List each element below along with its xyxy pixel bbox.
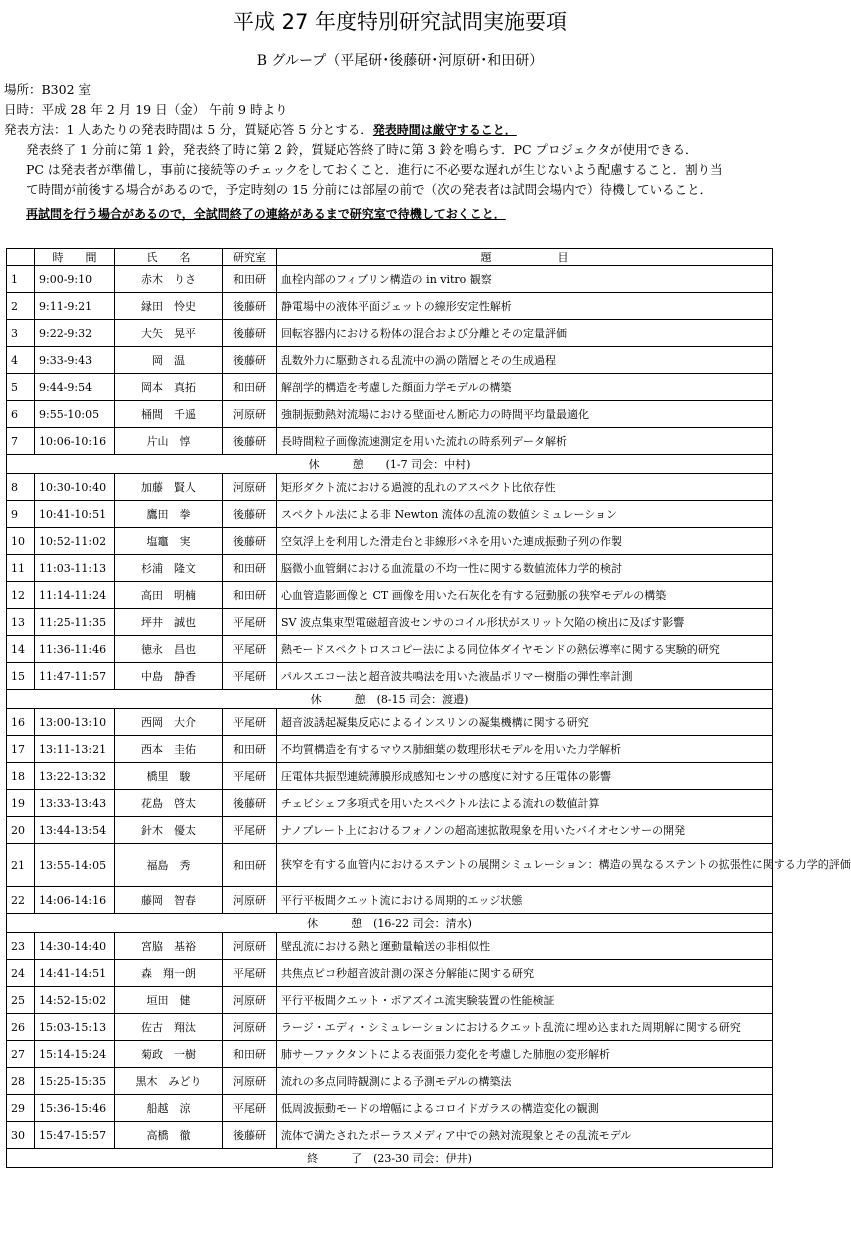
header-name: 氏 名 xyxy=(115,249,223,266)
topic-cell: 心血管造影画像と CT 画像を用いた石灰化を有する冠動脈の狭窄モデルの構築 xyxy=(277,582,773,609)
presentation-number: 14 xyxy=(7,636,35,663)
schedule-body xyxy=(7,266,851,1168)
presenter-name: 桶間 千遥 xyxy=(115,401,223,428)
presentation-number: 23 xyxy=(7,933,35,960)
header-time: 時 間 xyxy=(35,249,115,266)
topic-cell: 静電場中の液体平面ジェットの線形安定性解析 xyxy=(277,293,773,320)
lab-cell: 平尾研 xyxy=(223,663,277,690)
presentation-number: 26 xyxy=(7,1014,35,1041)
presenter-name: 坪井 誠也 xyxy=(115,609,223,636)
presenter-name: 岡 温 xyxy=(115,347,223,374)
lab-cell: 後藤研 xyxy=(223,1122,277,1149)
presenter-name: 福島 秀 xyxy=(115,844,223,887)
presentation-number: 9 xyxy=(7,501,35,528)
time-cell: 9:44-9:54 xyxy=(35,374,115,401)
topic-cell: チェビシェフ多項式を用いたスペクトル法による流れの数値計算 xyxy=(277,790,773,817)
topic-cell: 超音波誘起凝集反応によるインスリンの凝集機構に関する研究 xyxy=(277,709,773,736)
group-subtitle: B グループ（平尾研･後藤研･河原研･和田研） xyxy=(256,53,544,69)
topic-cell: 強制振動熱対流場における壁面せん断応力の時間平均量最適化 xyxy=(277,401,773,428)
table-row xyxy=(7,320,773,347)
notice-line: 再試問を行う場合があるので，全試問終了の連絡があるまで研究室で待機しておくこと． xyxy=(26,207,506,221)
presentation-number: 13 xyxy=(7,609,35,636)
presenter-name: 橋里 駿 xyxy=(115,763,223,790)
presentation-number: 24 xyxy=(7,960,35,987)
time-cell: 14:30-14:40 xyxy=(35,933,115,960)
topic-cell: スペクトル法による非 Newton 流体の乱流の数値シミュレーション xyxy=(277,501,773,528)
lab-cell: 和田研 xyxy=(223,1041,277,1068)
break-row xyxy=(7,1149,773,1168)
time-cell: 13:00-13:10 xyxy=(35,709,115,736)
time-cell: 11:25-11:35 xyxy=(35,609,115,636)
lab-cell: 河原研 xyxy=(223,1068,277,1095)
presentation-number: 8 xyxy=(7,474,35,501)
presentation-number: 16 xyxy=(7,709,35,736)
table-row xyxy=(7,1014,773,1041)
table-row xyxy=(7,528,773,555)
topic-cell: ナノプレート上におけるフォノンの超高速拡散現象を用いたバイオセンサーの開発 xyxy=(277,817,773,844)
time-cell: 11:14-11:24 xyxy=(35,582,115,609)
topic-cell: 脳微小血管網における血流量の不均一性に関する数値流体力学的検討 xyxy=(277,555,773,582)
time-cell: 9:22-9:32 xyxy=(35,320,115,347)
time-cell: 9:33-9:43 xyxy=(35,347,115,374)
lab-cell: 平尾研 xyxy=(223,817,277,844)
lab-cell: 後藤研 xyxy=(223,501,277,528)
method-text: 発表方法：1 人あたりの発表時間は 5 分，質疑応答 5 分とする． xyxy=(4,122,373,137)
time-cell: 14:52-15:02 xyxy=(35,987,115,1014)
table-row xyxy=(7,790,773,817)
lab-cell: 河原研 xyxy=(223,1014,277,1041)
topic-cell: 流れの多点同時観測による予測モデルの構築法 xyxy=(277,1068,773,1095)
presenter-name: 中島 静香 xyxy=(115,663,223,690)
presenter-name: 西岡 大介 xyxy=(115,709,223,736)
topic-cell: 平行平板間クエット流における周期的エッジ状態 xyxy=(277,887,773,914)
topic-cell: 不均質構造を有するマウス肺細葉の数理形状モデルを用いた力学解析 xyxy=(277,736,773,763)
presenter-name: 船越 涼 xyxy=(115,1095,223,1122)
lab-cell: 後藤研 xyxy=(223,347,277,374)
table-row xyxy=(7,844,773,887)
time-cell: 11:47-11:57 xyxy=(35,663,115,690)
lab-cell: 河原研 xyxy=(223,474,277,501)
presentation-number: 27 xyxy=(7,1041,35,1068)
time-cell: 15:03-15:13 xyxy=(35,1014,115,1041)
presentation-number: 20 xyxy=(7,817,35,844)
table-row xyxy=(7,474,773,501)
presenter-name: 大矢 晃平 xyxy=(115,320,223,347)
presenter-name: 佐古 翔汰 xyxy=(115,1014,223,1041)
time-cell: 10:06-10:16 xyxy=(35,428,115,455)
lab-cell: 和田研 xyxy=(223,582,277,609)
time-cell: 10:30-10:40 xyxy=(35,474,115,501)
schedule-table xyxy=(6,248,851,1168)
table-row xyxy=(7,1122,773,1149)
lab-cell: 和田研 xyxy=(223,374,277,401)
presentation-number: 18 xyxy=(7,763,35,790)
presentation-number: 15 xyxy=(7,663,35,690)
header-lab: 研究室 xyxy=(223,249,277,266)
lab-cell: 平尾研 xyxy=(223,636,277,663)
presenter-name: 高橋 徹 xyxy=(115,1122,223,1149)
lab-cell: 河原研 xyxy=(223,401,277,428)
presentation-number: 29 xyxy=(7,1095,35,1122)
table-row xyxy=(7,933,773,960)
presentation-number: 11 xyxy=(7,555,35,582)
break-label: 休 憩 (1-7 司会：中村) xyxy=(7,455,773,474)
table-row xyxy=(7,663,773,690)
time-cell: 9:11-9:21 xyxy=(35,293,115,320)
page-title: 平成 27 年度特別研究試問実施要項 xyxy=(232,10,568,34)
break-label: 休 憩 (16-22 司会：清水) xyxy=(7,914,773,933)
table-row xyxy=(7,987,773,1014)
table-row xyxy=(7,374,773,401)
break-row xyxy=(7,455,773,474)
time-cell: 13:44-13:54 xyxy=(35,817,115,844)
presentation-number: 3 xyxy=(7,320,35,347)
topic-cell: 矩形ダクト流における過渡的乱れのアスペクト比依存性 xyxy=(277,474,773,501)
lab-cell: 後藤研 xyxy=(223,528,277,555)
topic-cell: 熱モードスペクトロスコピー法による同位体ダイヤモンドの熱伝導率に関する実験的研究 xyxy=(277,636,773,663)
lab-cell: 和田研 xyxy=(223,555,277,582)
topic-cell: 平行平板間クエット・ポアズイユ流実験装置の性能検証 xyxy=(277,987,773,1014)
time-cell: 15:14-15:24 xyxy=(35,1041,115,1068)
presenter-name: 高田 明楠 xyxy=(115,582,223,609)
table-row xyxy=(7,401,773,428)
topic-cell: パルスエコー法と超音波共鳴法を用いた液晶ポリマー樹脂の弾性率計測 xyxy=(277,663,773,690)
presenter-name: 花島 啓太 xyxy=(115,790,223,817)
datetime-line: 日時：平成 28 年 2 月 19 日（金） 午前 9 時より xyxy=(4,102,288,117)
time-cell: 9:00-9:10 xyxy=(35,266,115,293)
table-row xyxy=(7,609,773,636)
time-cell: 15:25-15:35 xyxy=(35,1068,115,1095)
time-cell: 13:33-13:43 xyxy=(35,790,115,817)
table-row xyxy=(7,960,773,987)
topic-cell: 乱数外力に駆動される乱流中の渦の階層とその生成過程 xyxy=(277,347,773,374)
topic-cell: 肺サーファクタントによる表面張力変化を考慮した肺胞の変形解析 xyxy=(277,1041,773,1068)
header-topic: 題 目 xyxy=(277,249,773,266)
presenter-name: 針木 優太 xyxy=(115,817,223,844)
lab-cell: 和田研 xyxy=(223,266,277,293)
lab-cell: 和田研 xyxy=(223,844,277,887)
presenter-name: 藤岡 智春 xyxy=(115,887,223,914)
topic-cell: 低周波振動モードの増幅によるコロイドガラスの構造変化の観測 xyxy=(277,1095,773,1122)
place-line: 場所：B302 室 xyxy=(4,82,92,97)
lab-cell: 後藤研 xyxy=(223,293,277,320)
break-label: 終 了 (23-30 司会：伊井) xyxy=(7,1149,773,1168)
topic-cell: 回転容器内における粉体の混合および分離とその定量評価 xyxy=(277,320,773,347)
table-row xyxy=(7,763,773,790)
topic-cell: 壁乱流における熱と運動量輸送の非相似性 xyxy=(277,933,773,960)
time-cell: 15:36-15:46 xyxy=(35,1095,115,1122)
lab-cell: 平尾研 xyxy=(223,1095,277,1122)
presenter-name: 徳永 昌也 xyxy=(115,636,223,663)
method-line-3: PC は発表者が準備し，事前に接続等のチェックをしておくこと．進行に不必要な遅れが生じないよう配慮すること．割り当 xyxy=(26,162,723,177)
table-row xyxy=(7,1068,773,1095)
presentation-number: 22 xyxy=(7,887,35,914)
presenter-name: 加藤 賢人 xyxy=(115,474,223,501)
table-row xyxy=(7,501,773,528)
time-cell: 13:11-13:21 xyxy=(35,736,115,763)
break-label: 休 憩 (8-15 司会：渡邉) xyxy=(7,690,773,709)
presentation-number: 4 xyxy=(7,347,35,374)
presentation-number: 1 xyxy=(7,266,35,293)
lab-cell: 和田研 xyxy=(223,736,277,763)
presentation-number: 10 xyxy=(7,528,35,555)
presentation-number: 7 xyxy=(7,428,35,455)
lab-cell: 平尾研 xyxy=(223,763,277,790)
time-cell: 13:22-13:32 xyxy=(35,763,115,790)
topic-cell: 狭窄を有する血管内におけるステントの展開シミュレーション：構造の異なるステントの拡張性に関する力学的評価 xyxy=(277,844,773,887)
topic-cell: ラージ・エディ・シミュレーションにおけるクエット乱流に埋め込まれた周期解に関する研究 xyxy=(277,1014,773,1041)
lab-cell: 平尾研 xyxy=(223,609,277,636)
presenter-name: 鷹田 拳 xyxy=(115,501,223,528)
time-cell: 14:06-14:16 xyxy=(35,887,115,914)
topic-cell: 解剖学的構造を考慮した顔面力学モデルの構築 xyxy=(277,374,773,401)
time-cell: 15:47-15:57 xyxy=(35,1122,115,1149)
header-no xyxy=(7,249,35,266)
presentation-number: 30 xyxy=(7,1122,35,1149)
lab-cell: 後藤研 xyxy=(223,790,277,817)
method-line-4: て時間が前後する場合があるので，予定時刻の 15 分前には部屋の前で（次の発表者は試問会場内で）待機していること． xyxy=(26,182,713,197)
table-row xyxy=(7,1095,773,1122)
method-emphasis: 発表時間は厳守すること． xyxy=(372,123,517,137)
lab-cell: 河原研 xyxy=(223,887,277,914)
table-row xyxy=(7,293,773,320)
topic-cell: 血栓内部のフィブリン構造の in vitro 観察 xyxy=(277,266,773,293)
presentation-number: 17 xyxy=(7,736,35,763)
lab-cell: 平尾研 xyxy=(223,960,277,987)
topic-cell: 流体で満たされたポーラスメディア中での熱対流現象とその乱流モデル xyxy=(277,1122,773,1149)
presenter-name: 杉浦 隆文 xyxy=(115,555,223,582)
table-row xyxy=(7,1041,773,1068)
table-row xyxy=(7,736,773,763)
presenter-name: 岡本 真拓 xyxy=(115,374,223,401)
topic-cell: 圧電体共振型連続薄膜形成感知センサの感度に対する圧電体の影響 xyxy=(277,763,773,790)
table-header xyxy=(7,249,773,266)
method-line xyxy=(4,120,517,138)
table-row xyxy=(7,428,773,455)
presentation-number: 21 xyxy=(7,844,35,887)
presenter-name: 片山 惇 xyxy=(115,428,223,455)
table-row xyxy=(7,347,773,374)
time-cell: 13:55-14:05 xyxy=(35,844,115,887)
table-row xyxy=(7,709,773,736)
topic-cell: SV 波点集束型電磁超音波センサのコイル形状がスリット欠陥の検出に及ぼす影響 xyxy=(277,609,773,636)
presentation-number: 12 xyxy=(7,582,35,609)
presenter-name: 宮脇 基裕 xyxy=(115,933,223,960)
time-cell: 9:55-10:05 xyxy=(35,401,115,428)
time-cell: 10:52-11:02 xyxy=(35,528,115,555)
time-cell: 10:41-10:51 xyxy=(35,501,115,528)
presentation-number: 6 xyxy=(7,401,35,428)
lab-cell: 後藤研 xyxy=(223,320,277,347)
presentation-number: 25 xyxy=(7,987,35,1014)
table-row xyxy=(7,636,773,663)
presenter-name: 西本 圭佑 xyxy=(115,736,223,763)
table-row xyxy=(7,582,773,609)
presentation-number: 28 xyxy=(7,1068,35,1095)
presentation-number: 19 xyxy=(7,790,35,817)
lab-cell: 後藤研 xyxy=(223,428,277,455)
lab-cell: 平尾研 xyxy=(223,709,277,736)
break-row xyxy=(7,690,773,709)
presenter-name: 森 翔一朗 xyxy=(115,960,223,987)
topic-cell: 共焦点ピコ秒超音波計測の深さ分解能に関する研究 xyxy=(277,960,773,987)
presenter-name: 垣田 健 xyxy=(115,987,223,1014)
lab-cell: 河原研 xyxy=(223,933,277,960)
lab-cell: 河原研 xyxy=(223,987,277,1014)
time-cell: 14:41-14:51 xyxy=(35,960,115,987)
presenter-name: 縁田 怜史 xyxy=(115,293,223,320)
method-line-2: 発表終了 1 分前に第 1 鈴，発表終了時に第 2 鈴，質疑応答終了時に第 3 鈴を鳴らす．PC プロジェクタが使用できる． xyxy=(26,142,698,157)
time-cell: 11:03-11:13 xyxy=(35,555,115,582)
table-row xyxy=(7,555,773,582)
presenter-name: 黒木 みどり xyxy=(115,1068,223,1095)
table-row xyxy=(7,266,773,293)
presenter-name: 赤木 りさ xyxy=(115,266,223,293)
topic-cell: 空気浮上を利用した滑走台と非線形バネを用いた連成振動子列の作製 xyxy=(277,528,773,555)
presentation-number: 5 xyxy=(7,374,35,401)
table-row xyxy=(7,887,773,914)
break-row xyxy=(7,914,773,933)
topic-cell: 長時間粒子画像流速測定を用いた流れの時系列データ解析 xyxy=(277,428,773,455)
presenter-name: 菊政 一樹 xyxy=(115,1041,223,1068)
presenter-name: 塩竈 実 xyxy=(115,528,223,555)
time-cell: 11:36-11:46 xyxy=(35,636,115,663)
table-row xyxy=(7,817,773,844)
presentation-number: 2 xyxy=(7,293,35,320)
